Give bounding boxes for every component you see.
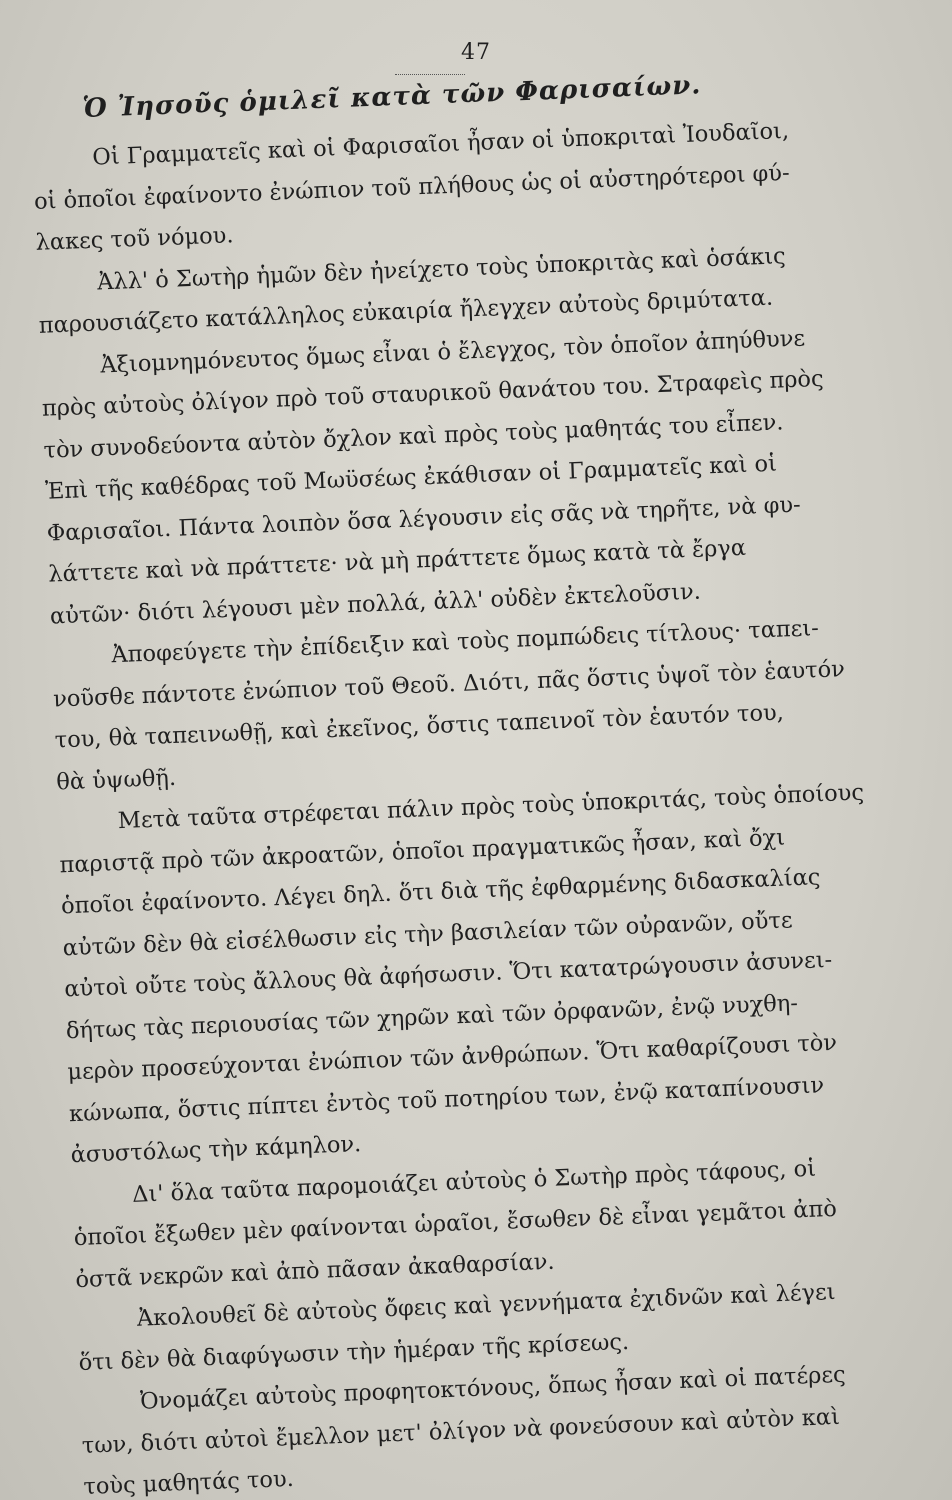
text-line: αὐτῶν δὲν θὰ εἰσέλθωσιν εἰς τὴν βασιλείαν τῶν οὐρανῶν, οὔτε (62, 906, 793, 961)
text-line: παριστᾷ πρὸ τῶν ἀκροατῶν, ὁποῖοι πραγματικῶς ἦσαν, καὶ ὄχι (59, 824, 786, 878)
text-line: θὰ ὑψωθῇ. (55, 764, 177, 795)
text-line: λάττετε καὶ νὰ πράττετε· νὰ μὴ πράττετε ὅμως κατὰ τὰ ἔργα (47, 534, 747, 588)
text-line: Ἀκολουθεῖ δὲ αὐτοὺς ὄφεις καὶ γεννήματα ἐχιδνῶν καὶ λέγει (136, 1278, 836, 1332)
text-line: του, θὰ ταπεινωθῇ, καὶ ἐκεῖνος, ὅστις ταπεινοῖ τὸν ἑαυτόν του, (54, 699, 785, 754)
text-line: Ὀνομάζει αὐτοὺς προφητοκτόνους, ὅπως ἦσαν καὶ οἱ πατέρες (139, 1361, 847, 1415)
text-line: Ἐπὶ τῆς καθέδρας τοῦ Μωϋσέως ἐκάθισαν οἱ Γραμματεῖς καὶ οἱ (44, 450, 778, 505)
text-line: τὸν συνοδεύοντα αὐτὸν ὄχλον καὶ πρὸς τοὺς μαθητάς του εἶπεν. (43, 408, 784, 464)
section-heading: Ὁ Ἰησοῦς ὁμιλεῖ κατὰ τῶν Φαρισαίων. (81, 70, 702, 124)
text-line: Φαρισαῖοι. Πάντα λοιπὸν ὅσα λέγουσιν εἰς σᾶς νὰ τηρῆτε, νὰ φυ- (46, 491, 802, 547)
text-line: παρουσιάζετο κατάλληλος εὐκαιρία ἤλεγχεν αὐτοὺς δριμύτατα. (38, 284, 774, 339)
text-line: Μετὰ ταῦτα στρέφεται πάλιν πρὸς τοὺς ὑποκριτάς, τοὺς ὁποίους (117, 779, 865, 835)
text-line: τοὺς μαθητάς του. (82, 1465, 295, 1500)
text-line: Ἀποφεύγετε τὴν ἐπίδειξιν καὶ τοὺς πομπώδεις τίτλους· ταπει- (111, 615, 820, 669)
header-rule (395, 74, 465, 75)
text-line: οἱ ὁποῖοι ἐφαίνοντο ἐνώπιον τοῦ πλήθους ὡς οἱ αὐστηρότεροι φύ- (33, 159, 791, 215)
text-line: λακες τοῦ νόμου. (35, 222, 234, 256)
text-line: νοῦσθε πάντοτε ἐνώπιον τοῦ Θεοῦ. Διότι, πᾶς ὅστις ὑψοῖ τὸν ἑαυτόν (52, 655, 846, 713)
text-line: δήτως τὰς περιουσίας τῶν χηρῶν καὶ τῶν ὀρφανῶν, ἐνῷ νυχθη- (65, 989, 799, 1044)
text-line: Δι' ὅλα ταῦτα παρομοιάζει αὐτοὺς ὁ Σωτὴρ πρὸς τάφους, οἱ (131, 1155, 817, 1208)
text-line: Ἀξιομνημόνευτος ὅμως εἶναι ὁ ἔλεγχος, τὸν ὁποῖον ἀπηύθυνε (99, 324, 806, 378)
text-line: ὁποῖοι ἔξωθεν μὲν φαίνονται ὡραῖοι, ἔσωθεν δὲ εἶναι γεμᾶτοι ἀπὸ (73, 1195, 838, 1252)
text-line: ὁποῖοι ἐφαίνοντο. Λέγει δηλ. ὅτι διὰ τῆς ἐφθαρμένης διδασκαλίας (60, 864, 821, 920)
text-line: ὀστᾶ νεκρῶν καὶ ἀπὸ πᾶσαν ἀκαθαρσίαν. (74, 1248, 556, 1293)
body-text (32, 109, 894, 1500)
text-line: κώνωπα, ὅστις πίπτει ἐντὸς τοῦ ποτηρίου των, ἐνῷ καταπίνουσιν (68, 1071, 825, 1127)
text-line: πρὸς αὐτοὺς ὀλίγον πρὸ τοῦ σταυρικοῦ θανάτου του. Στραφεὶς πρὸς (41, 365, 825, 422)
page-number: 47 (461, 40, 491, 65)
text-line: αὐτῶν· διότι λέγουσι μὲν πολλά, ἀλλ' οὐδὲν ἐκτελοῦσιν. (49, 578, 702, 630)
page-body (30, 65, 894, 1500)
text-line: Οἱ Γραμματεῖς καὶ οἱ Φαρισαῖοι ἦσαν οἱ ὑποκριταὶ Ἰουδαῖοι, (91, 117, 790, 171)
text-line: αὐτοὶ οὔτε τοὺς ἄλλους θὰ ἀφήσωσιν. Ὅτι κατατρώγουσιν ἀσυνει- (63, 946, 833, 1003)
text-line: Ἀλλ' ὁ Σωτὴρ ἡμῶν δὲν ἠνείχετο τοὺς ὑποκριτὰς καὶ ὁσάκις (96, 242, 787, 296)
text-line: μερὸν προσεύχονται ἐνώπιον τῶν ἀνθρώπων. Ὅτι καθαρίζουσι τὸν (67, 1029, 838, 1086)
text-line: των, διότι αὐτοὶ ἔμελλον μετ' ὀλίγον νὰ φονεύσουν καὶ αὐτὸν καὶ (81, 1403, 841, 1459)
text-line: ἀσυστόλως τὴν κάμηλον. (70, 1131, 362, 1169)
text-line: ὅτι δὲν θὰ διαφύγωσιν τὴν ἡμέραν τῆς κρίσεως. (78, 1328, 630, 1376)
